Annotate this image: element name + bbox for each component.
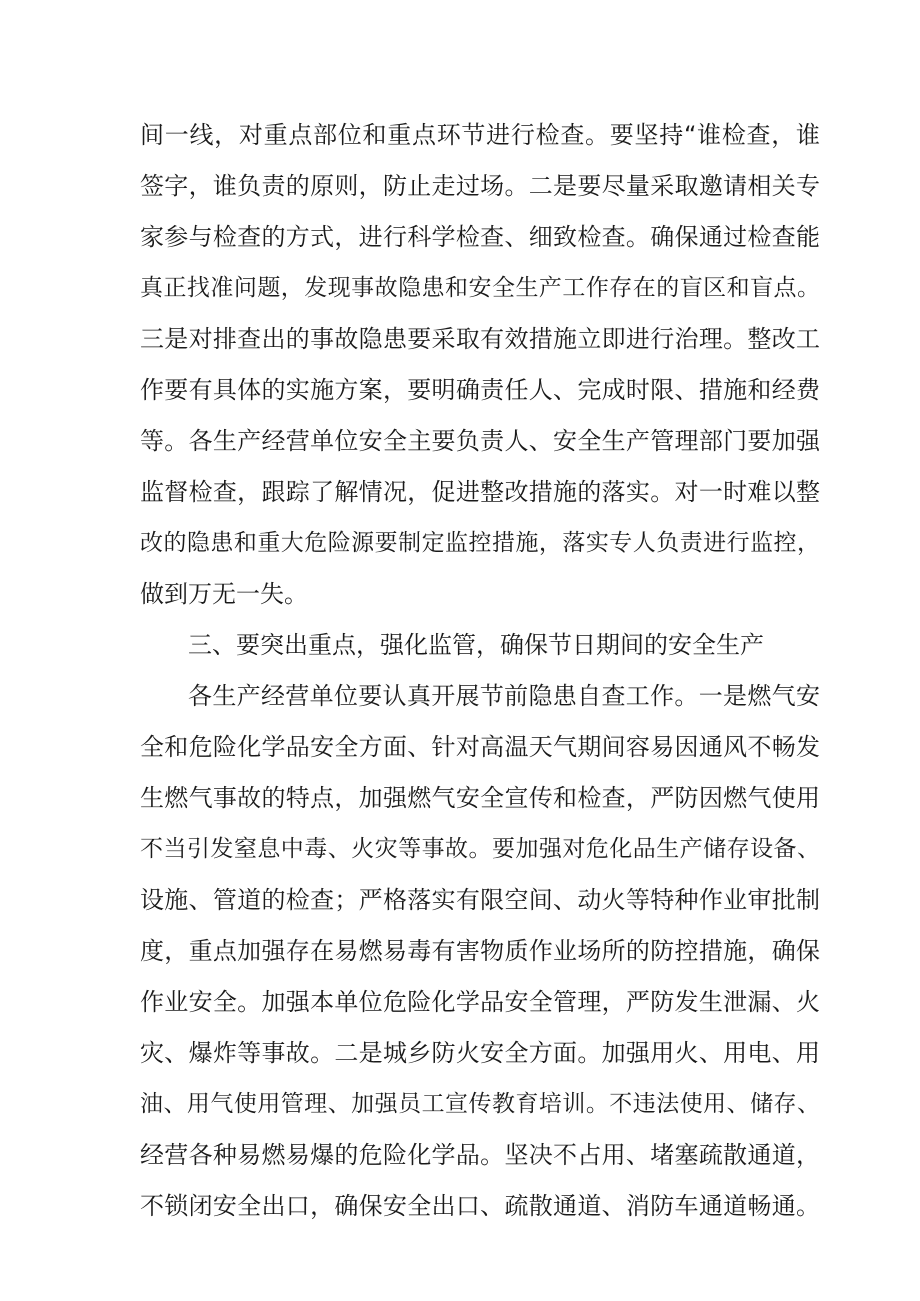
text-line: 监督检查，跟踪了解情况，促进整改措施的落实。对一时难以整 bbox=[140, 478, 820, 506]
text-line: 签字，谁负责的原则，防止走过场。二是要尽量采取邀请相关专 bbox=[140, 172, 820, 200]
text-line: 做到万无一失。 bbox=[140, 580, 308, 608]
text-line: 设施、管道的检查；严格落实有限空间、动火等特种作业审批制 bbox=[140, 886, 820, 914]
text-line: 经营各种易燃易爆的危险化学品。坚决不占用、堵塞疏散通道， bbox=[140, 1141, 820, 1169]
text-line: 灾、爆炸等事故。二是城乡防火安全方面。加强用火、用电、用 bbox=[140, 1039, 820, 1067]
text-line: 油、用气使用管理、加强员工宣传教育培训。不违法使用、储存、 bbox=[140, 1091, 820, 1117]
section-heading: 三、要突出重点，强化监管，确保节日期间的安全生产 bbox=[188, 631, 764, 659]
text-line: 间一线，对重点部位和重点环节进行检查。要坚持“谁检查，谁 bbox=[140, 121, 820, 149]
text-line: 真正找准问题，发现事故隐患和安全生产工作存在的盲区和盲点。 bbox=[140, 275, 820, 301]
text-line: 各生产经营单位要认真开展节前隐患自查工作。一是燃气安 bbox=[188, 682, 820, 710]
text-line: 三是对排查出的事故隐患要采取有效措施立即进行治理。整改工 bbox=[140, 325, 820, 353]
text-line: 改的隐患和重大危险源要制定监控措施，落实专人负责进行监控， bbox=[140, 530, 820, 556]
text-line: 等。各生产经营单位安全主要负责人、安全生产管理部门要加强 bbox=[140, 427, 820, 455]
text-line: 度，重点加强存在易燃易毒有害物质作业场所的防控措施，确保 bbox=[140, 937, 820, 965]
text-line: 生燃气事故的特点，加强燃气安全宣传和检查，严防因燃气使用 bbox=[140, 784, 820, 812]
text-line: 家参与检查的方式，进行科学检查、细致检查。确保通过检查能 bbox=[140, 223, 820, 251]
text-line: 不当引发窒息中毒、火灾等事故。要加强对危化品生产储存设备、 bbox=[140, 836, 820, 862]
text-line: 作业安全。加强本单位危险化学品安全管理，严防发生泄漏、火 bbox=[140, 988, 820, 1016]
text-line: 全和危险化学品安全方面、针对高温天气期间容易因通风不畅发 bbox=[140, 733, 820, 761]
text-line: 作要有具体的实施方案，要明确责任人、完成时限、措施和经费 bbox=[140, 376, 820, 404]
text-line: 不锁闭安全出口，确保安全出口、疏散通道、消防车通道畅通。 bbox=[140, 1192, 820, 1220]
